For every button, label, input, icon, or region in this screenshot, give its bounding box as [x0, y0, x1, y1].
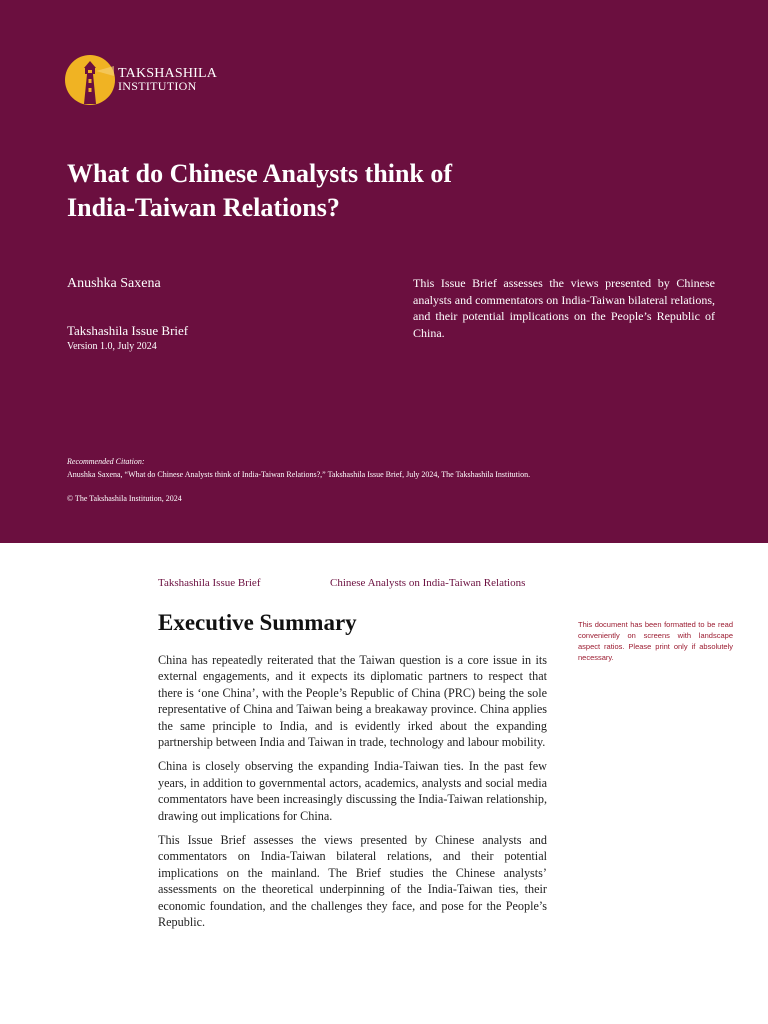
- summary-body: [158, 652, 547, 939]
- paragraph: China has repeatedly reiterated that the Taiwan question is a core issue in its external engagements, and it expects its diplomatic partners to respect that there is ‘one China’, with the People’s Republic of China (PRC) being the sole representative of China and Taiwan being a breakaway province. China applies the same principle to India, and is evidently irked about the expanding partnership between India and Taiwan in trade, technology and labour mobility.: [158, 653, 547, 750]
- series-name: Takshashila Issue Brief: [67, 323, 189, 338]
- running-header-left: Takshashila Issue Brief: [158, 577, 261, 589]
- citation-label: Recommended Citation:: [67, 457, 145, 466]
- title-line-1: What do Chinese Analysts think of: [67, 159, 453, 188]
- running-header-right: Chinese Analysts on India-Taiwan Relations: [330, 577, 526, 589]
- paragraph: China is closely observing the expanding India-Taiwan ties. In the past few years, in addition to governmental actors, academics, analysts and social media commentators have been increasingly discussing the India-Taiwan relationship, drawing out implications for China.: [158, 759, 547, 823]
- citation-text: Anushka Saxena, “What do Chinese Analysts think of India-Taiwan Relations?,” Takshashila Issue Brief, July 2024, The Takshashila Institution.: [67, 470, 531, 479]
- logo-line1: TAKSHASHILA: [118, 66, 218, 81]
- paragraph: This Issue Brief assesses the views presented by Chinese analysts and commentators on India-Taiwan bilateral relations, and their potential implications on the mainland. The Brief studies the Chinese analysts’ assessments on the theoretical underpinning of the India-Taiwan ties, their economic foundation, and the challenges they face, and pose for the People’s Republic.: [158, 833, 547, 930]
- version-label: Version 1.0, July 2024: [67, 341, 157, 352]
- logo-line2: INSTITUTION: [118, 79, 197, 93]
- print-note: This document has been formatted to be read conveniently on screens with landscape aspect ratios. Please print only if absolutely necessary.: [578, 620, 733, 662]
- abstract: This Issue Brief assesses the views presented by Chinese analysts and commentators on India-Taiwan bilateral relations, and their potential implications on the People’s Republic of China.: [413, 276, 715, 340]
- copyright: © The Takshashila Institution, 2024: [67, 494, 182, 503]
- section-heading: Executive Summary: [158, 610, 357, 635]
- lighthouse-logo-icon: [64, 54, 116, 106]
- author-name: Anushka Saxena: [67, 276, 161, 291]
- document-title: [67, 157, 587, 225]
- title-line-2: India-Taiwan Relations?: [67, 193, 340, 222]
- logo-wordmark: [118, 67, 217, 93]
